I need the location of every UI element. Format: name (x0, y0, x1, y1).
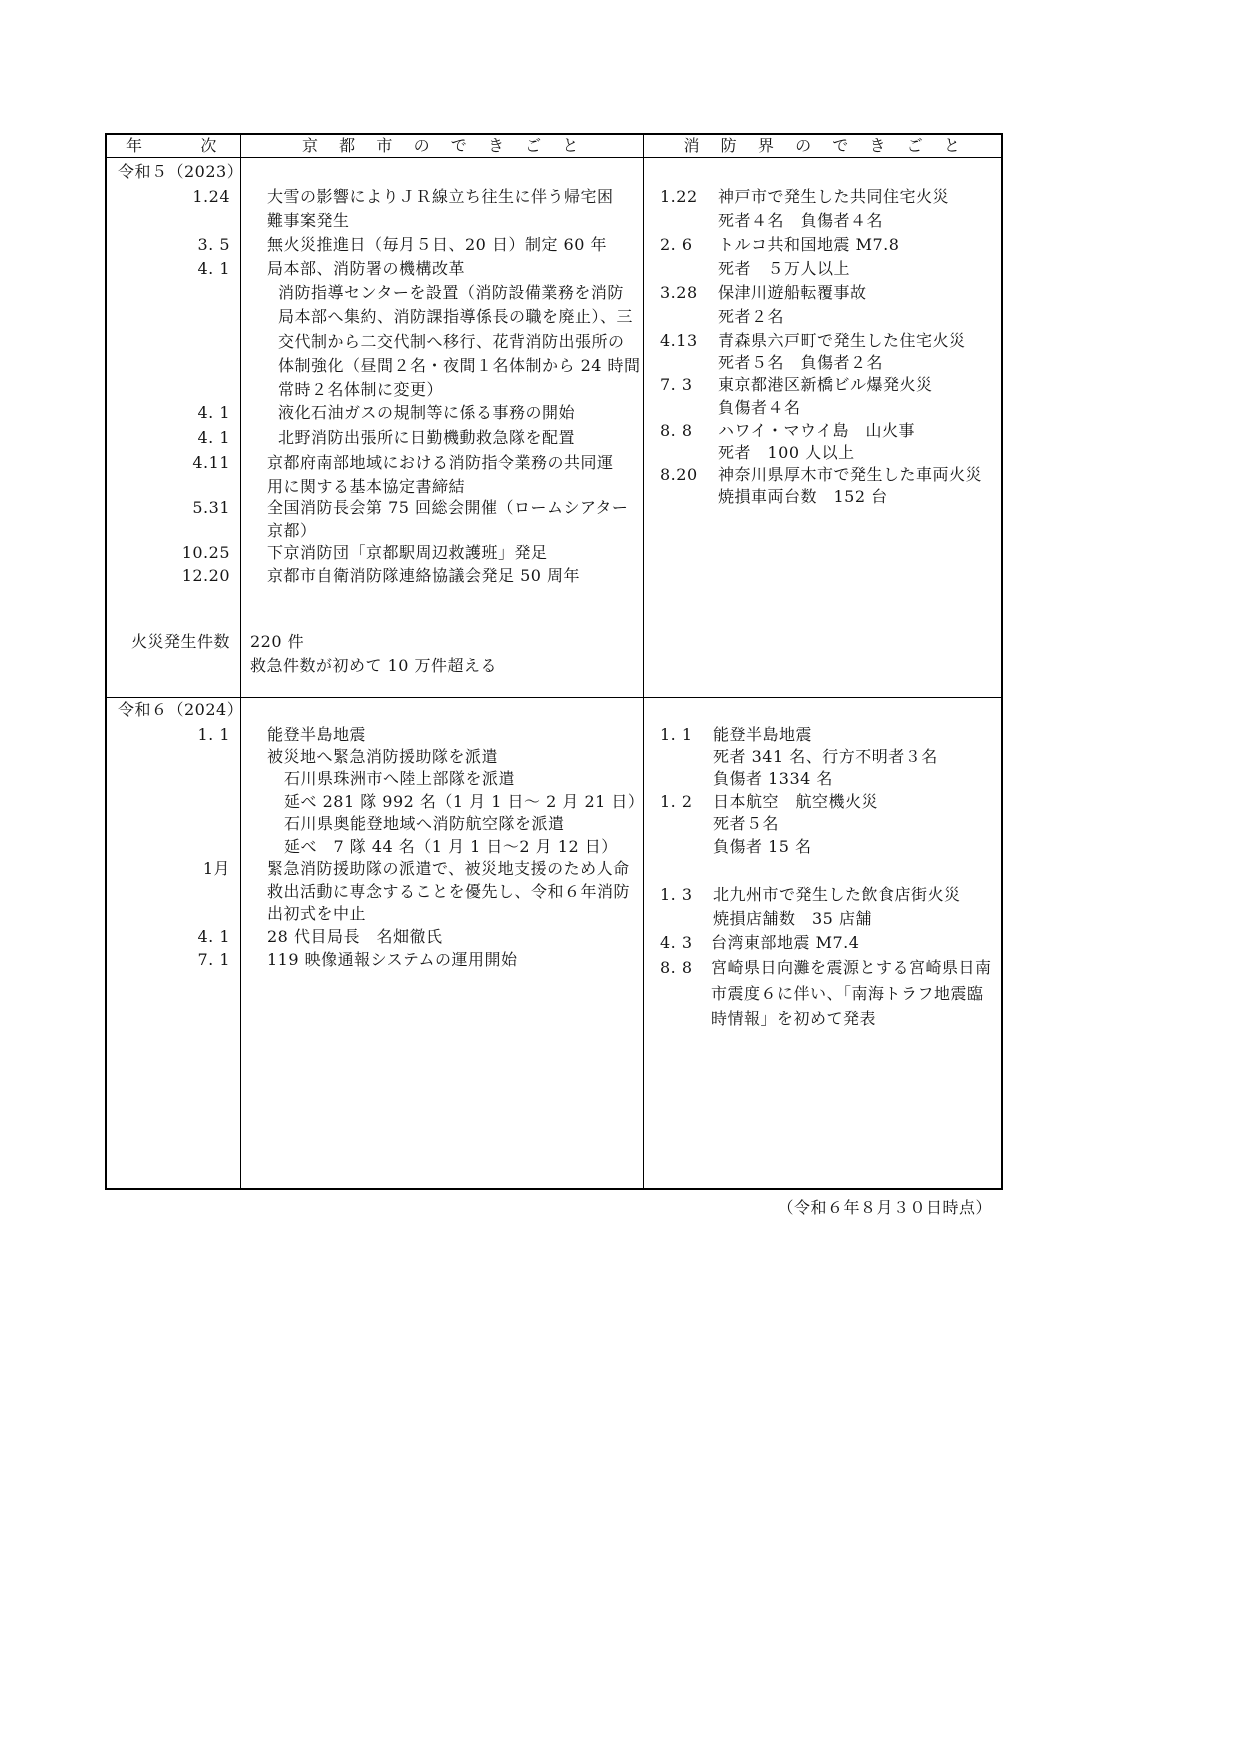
event-text: 延べ 7 隊 44 名（1 月 1 日～2 月 12 日） (284, 837, 618, 856)
event-date: 1. 1 (197, 725, 230, 744)
event-text: 負傷者 15 名 (713, 837, 812, 856)
event-date: 1月 (202, 859, 230, 878)
event-text: 局本部へ集約、消防課指導係長の職を廃止）、三 (278, 307, 634, 326)
event-date: 5.31 (192, 498, 230, 517)
event-text: 死者 100 人以上 (718, 443, 855, 462)
event-text: 大雪の影響によりＪＲ線立ち往生に伴う帰宅困 (267, 187, 614, 206)
era-label: 令和６（2024） (118, 700, 244, 719)
event-text: 負傷者４名 (718, 398, 801, 417)
event-text: 宮崎県日向灘を震源とする宮崎県日南 (711, 958, 992, 977)
event-text: 死者４名 負傷者４名 (718, 211, 884, 230)
event-date: 4. 1 (197, 259, 230, 278)
event-text: 下京消防団「京都駅周辺救護班」発足 (267, 543, 548, 562)
column-divider (643, 133, 644, 1190)
event-text: 延べ 281 隊 992 名（1 月 1 日～ 2 月 21 日） (284, 792, 645, 811)
event-text: 神戸市で発生した共同住宅火災 (718, 187, 950, 206)
event-text: 28 代目局長 名畑徹氏 (267, 927, 443, 946)
event-text: 神奈川県厚木市で発生した車両火災 (718, 465, 983, 484)
event-text: 焼損車両台数 152 台 (718, 487, 888, 506)
fire-count-label: 火災発生件数 (130, 632, 230, 651)
event-date: 12.20 (181, 566, 230, 585)
event-text: 死者５名 (713, 814, 780, 833)
event-date: 1. 2 (660, 792, 693, 811)
event-text: 119 映像通報システムの運用開始 (267, 950, 518, 969)
event-date: 1. 1 (660, 725, 693, 744)
event-text: 交代制から二交代制へ移行、花背消防出張所の (278, 332, 625, 351)
event-text: 体制強化（昼間２名・夜間１名体制から 24 時間 (278, 356, 641, 375)
event-date: 10.25 (181, 543, 230, 562)
event-text: 能登半島地震 (267, 725, 367, 744)
event-text: 市震度６に伴い、「南海トラフ地震臨 (711, 984, 984, 1003)
event-date: 3. 5 (197, 235, 230, 254)
event-text: 用に関する基本協定書締結 (267, 477, 466, 496)
event-date: 1. 3 (660, 885, 693, 904)
event-date: 8. 8 (660, 421, 693, 440)
event-text: 北九州市で発生した飲食店街火災 (713, 885, 961, 904)
event-text: 日本航空 航空機火災 (713, 792, 879, 811)
header-year: 年 次 (125, 136, 219, 155)
event-date: 4. 1 (197, 403, 230, 422)
event-text: 台湾東部地震 M7.4 (711, 933, 860, 952)
event-date: 4. 1 (197, 927, 230, 946)
event-text: 死者５名 負傷者２名 (718, 353, 884, 372)
header-kyoto-events: 京 都 市 の で き ご と (301, 136, 581, 155)
fire-count-value: 220 件 (250, 632, 305, 651)
event-text: 京都府南部地域における消防指令業務の共同運 (267, 453, 614, 472)
event-text: 出初式を中止 (267, 904, 367, 923)
event-date: 7. 1 (197, 950, 230, 969)
event-text: 石川県珠洲市へ陸上部隊を派遣 (284, 769, 516, 788)
event-text: 局本部、消防署の機構改革 (267, 259, 466, 278)
event-date: 4. 1 (197, 428, 230, 447)
event-text: 北野消防出張所に日勤機動救急隊を配置 (278, 428, 576, 447)
event-text: 死者２名 (718, 307, 785, 326)
event-date: 4.11 (192, 453, 230, 472)
event-text: 焼損店舗数 35 店舗 (713, 909, 872, 928)
era-label: 令和５（2023） (118, 162, 244, 181)
event-text: ハワイ・マウイ島 山火事 (718, 421, 916, 440)
event-text: 消防指導センターを設置（消防設備業務を消防 (278, 283, 624, 302)
event-text: 液化石油ガスの規制等に係る事務の開始 (278, 403, 576, 422)
event-date: 8.20 (660, 465, 698, 484)
event-text: 石川県奥能登地域へ消防航空隊を派遣 (284, 814, 565, 833)
event-text: 負傷者 1334 名 (713, 769, 833, 788)
event-date: 8. 8 (660, 958, 693, 977)
event-text: 京都） (267, 521, 317, 540)
event-text: 死者 ５万人以上 (718, 259, 851, 278)
event-date: 7. 3 (660, 375, 693, 394)
event-text: 能登半島地震 (713, 725, 813, 744)
as-of-note: （令和６年８月３０日時点） (777, 1198, 992, 1217)
event-text: 青森県六戸町で発生した住宅火災 (718, 331, 966, 350)
column-divider (240, 133, 241, 1190)
event-text: 東京都港区新橋ビル爆発火災 (718, 375, 933, 394)
event-text: 保津川遊船転覆事故 (718, 283, 867, 302)
event-text: 緊急消防援助隊の派遣で、被災地支援のため人命 (267, 859, 630, 878)
event-text: 難事案発生 (267, 211, 350, 230)
event-text: トルコ共和国地震 M7.8 (718, 235, 900, 254)
event-text: 被災地へ緊急消防援助隊を派遣 (267, 747, 499, 766)
event-text: 常時２名体制に変更） (278, 380, 444, 399)
event-text: 全国消防長会第 75 回総会開催（ロームシアター (267, 498, 629, 517)
event-date: 1.22 (660, 187, 698, 206)
event-date: 1.24 (192, 187, 230, 206)
event-text: 救出活動に専念することを優先し、令和６年消防 (267, 882, 631, 901)
event-date: 3.28 (660, 283, 698, 302)
event-text: 無火災推進日（毎月５日、20 日）制定 60 年 (267, 235, 607, 254)
event-text: 京都市自衛消防隊連絡協議会発足 50 周年 (267, 566, 581, 585)
event-text: 死者 341 名、行方不明者３名 (713, 747, 938, 766)
event-date: 2. 6 (660, 235, 693, 254)
annual-note: 救急件数が初めて 10 万件超える (250, 656, 498, 675)
event-date: 4. 3 (660, 933, 693, 952)
event-text: 時情報」を初めて発表 (711, 1009, 877, 1028)
header-fire-service-events: 消 防 界 の で き ご と (683, 136, 963, 155)
event-date: 4.13 (660, 331, 698, 350)
